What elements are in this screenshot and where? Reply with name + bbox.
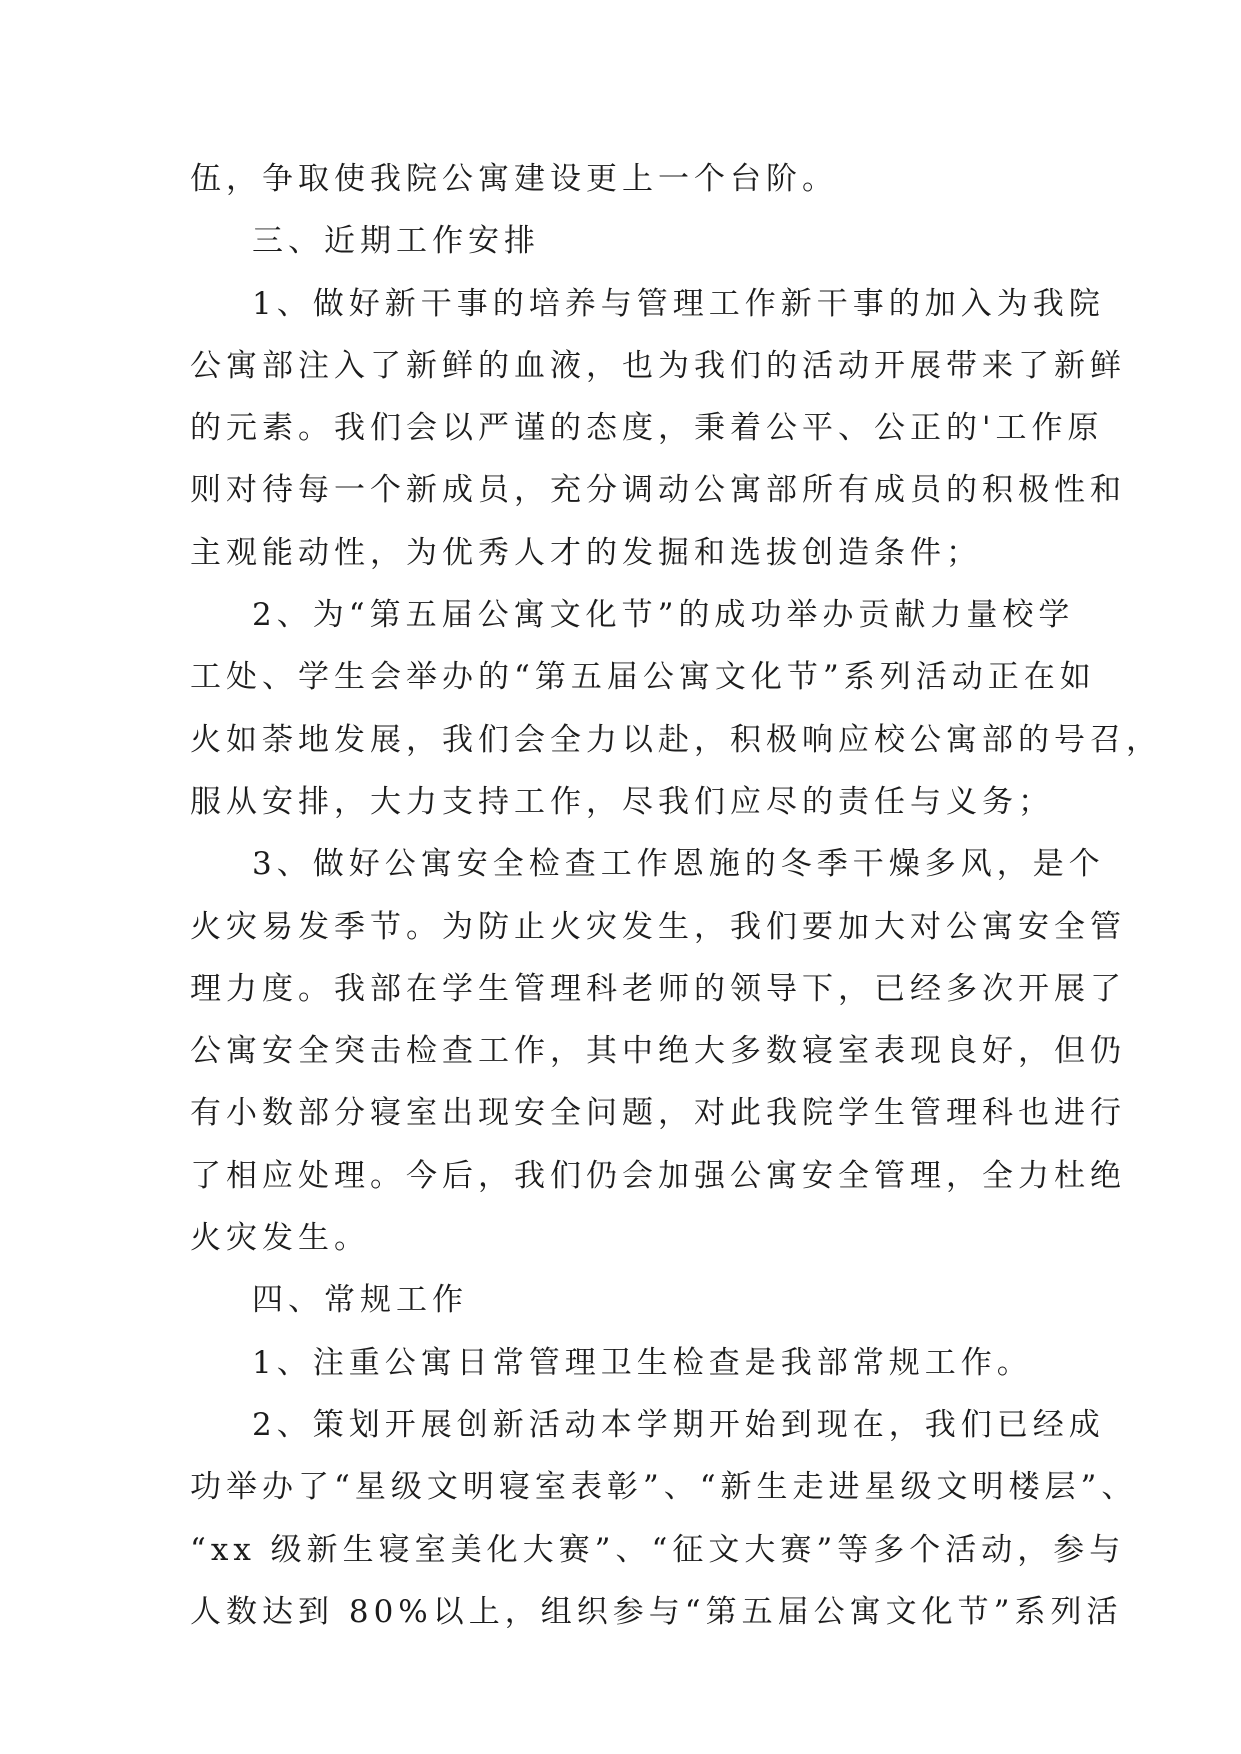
text-line: 功举办了“星级文明寝室表彰”、“新生走进星级文明楼层”、 <box>190 1469 1138 1506</box>
text-line: 的元素。我们会以严谨的态度，秉着公平、公正的'工作原 <box>190 410 1104 447</box>
text-line: “xx 级新生寝室美化大赛”、“征文大赛”等多个活动，参与 <box>190 1531 1126 1568</box>
text-line: 公寓安全突击检查工作，其中绝大多数寝室表现良好，但仍 <box>190 1033 1126 1070</box>
text-line: 主观能动性，为优秀人才的发掘和选拔创造条件； <box>190 534 982 571</box>
text-line: 1、注重公寓日常管理卫生检查是我部常规工作。 <box>252 1344 1033 1381</box>
text-line: 人数达到 80%以上，组织参与“第五届公寓文化节”系列活 <box>190 1593 1123 1630</box>
text-line: 则对待每一个新成员，充分调动公寓部所有成员的积极性和 <box>190 472 1126 509</box>
text-line: 2、策划开展创新活动本学期开始到现在，我们已经成 <box>252 1406 1105 1443</box>
text-line: 了相应处理。今后，我们仍会加强公寓安全管理，全力杜绝 <box>190 1157 1126 1194</box>
text-line: 有小数部分寝室出现安全问题，对此我院学生管理科也进行 <box>190 1095 1126 1132</box>
text-line: 伍，争取使我院公寓建设更上一个台阶。 <box>190 161 838 197</box>
text-line: 2、为“第五届公寓文化节”的成功举办贡献力量校学 <box>252 597 1075 634</box>
text-line: 火灾易发季节。为防止火灾发生，我们要加大对公寓安全管 <box>190 908 1126 945</box>
text-line: 理力度。我部在学生管理科老师的领导下，已经多次开展了 <box>190 970 1126 1007</box>
text-line: 3、做好公寓安全检查工作恩施的冬季干燥多风，是个 <box>252 846 1105 883</box>
text-line: 公寓部注入了新鲜的血液，也为我们的活动开展带来了新鲜 <box>190 347 1126 384</box>
text-line: 工处、学生会举办的“第五届公寓文化节”系列活动正在如 <box>190 659 1096 696</box>
text-line: 服从安排，大力支持工作，尽我们应尽的责任与义务； <box>190 783 1054 820</box>
text-line: 火灾发生。 <box>190 1220 370 1257</box>
section-heading: 四、常规工作 <box>252 1282 468 1319</box>
text-line: 火如荼地发展，我们会全力以赴，积极响应校公寓部的号召， <box>190 721 1162 758</box>
document-body <box>190 148 1162 1643</box>
text-line: 1、做好新干事的培养与管理工作新干事的加入为我院 <box>252 285 1105 322</box>
section-heading: 三、近期工作安排 <box>252 223 540 260</box>
